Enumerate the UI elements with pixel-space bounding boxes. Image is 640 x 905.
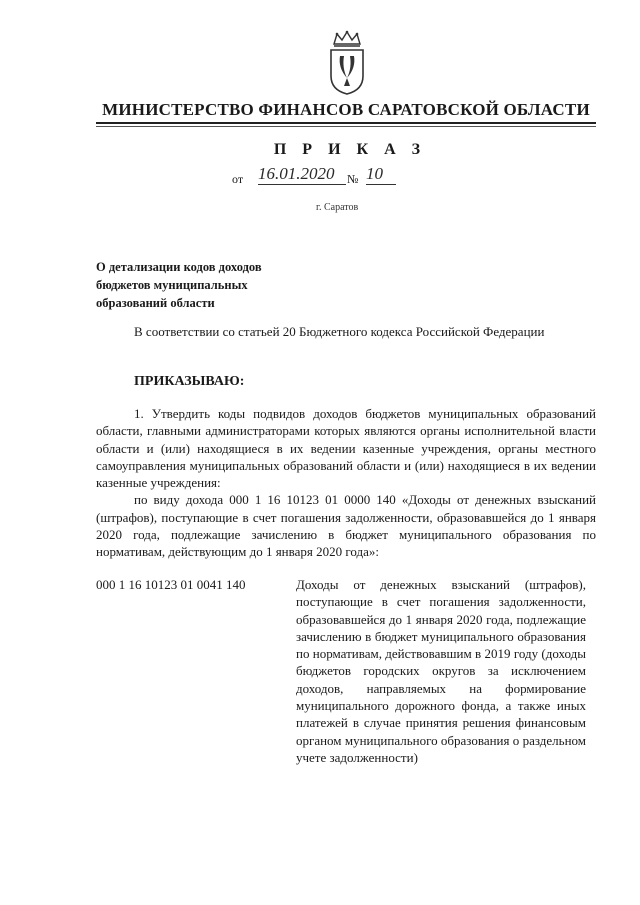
revenue-code-description: Доходы от денежных взысканий (штрафов), поступающие в счет погашения задолженности, образовавшейся до 1 января 2020 года, подлежащие зачислению в бюджет муниципального образования по нормативам, действовавшим в 2019 году (доходы бюджетов городских округов за исключением доходов, направляемых на формирование муниципального дорожного фонда, а также иных платежей в случае принятия решения финансовым органом муниципального образования о раздельном учете задолженности)	[296, 577, 586, 765]
order-subject	[96, 258, 336, 312]
saratov-coat-of-arms-icon	[326, 30, 368, 96]
subject-line: бюджетов муниципальных	[96, 278, 248, 292]
order-body	[96, 405, 596, 561]
order-number-handwritten: 10	[366, 164, 396, 185]
order-date-handwritten: 16.01.2020	[258, 164, 346, 185]
order-number-sign: №	[347, 172, 359, 186]
order-directive-heading: ПРИКАЗЫВАЮ:	[134, 374, 245, 389]
order-from-label: от	[232, 172, 244, 186]
city-label: г. Саратов	[316, 202, 359, 213]
subject-line: О детализации кодов доходов	[96, 260, 262, 274]
revenue-code: 000 1 16 10123 01 0041 140	[96, 577, 246, 592]
header-rule-thin	[96, 126, 596, 127]
subject-line: образований области	[96, 296, 215, 310]
ministry-name: МИНИСТЕРСТВО ФИНАНСОВ САРАТОВСКОЙ ОБЛАСТИ	[102, 100, 590, 119]
order-title: П Р И К А З	[273, 141, 427, 158]
legal-basis-paragraph: В соответствии со статьей 20 Бюджетного кодекса Российской Федерации	[134, 324, 545, 339]
body-paragraph: по виду дохода 000 1 16 10123 01 0000 140 «Доходы от денежных взысканий (штрафов), поступающие в счет погашения задолженности, образовавшейся до 1 января 2020 года, подлежащие зачислению в бюджет муниципального образования по нормативам, действующим до 1 января 2020 года»:	[96, 492, 596, 560]
header-rule-thick	[96, 122, 596, 124]
body-paragraph: 1. Утвердить коды подвидов доходов бюджетов муниципальных образований области, главными администраторами которых являются органы исполнительной власти области и (или) находящиеся в их ведении казенные учреждения, органы местного самоуправления муниципальных образований области и (или) находящиеся в их ведении казенные учреждения:	[96, 406, 596, 491]
